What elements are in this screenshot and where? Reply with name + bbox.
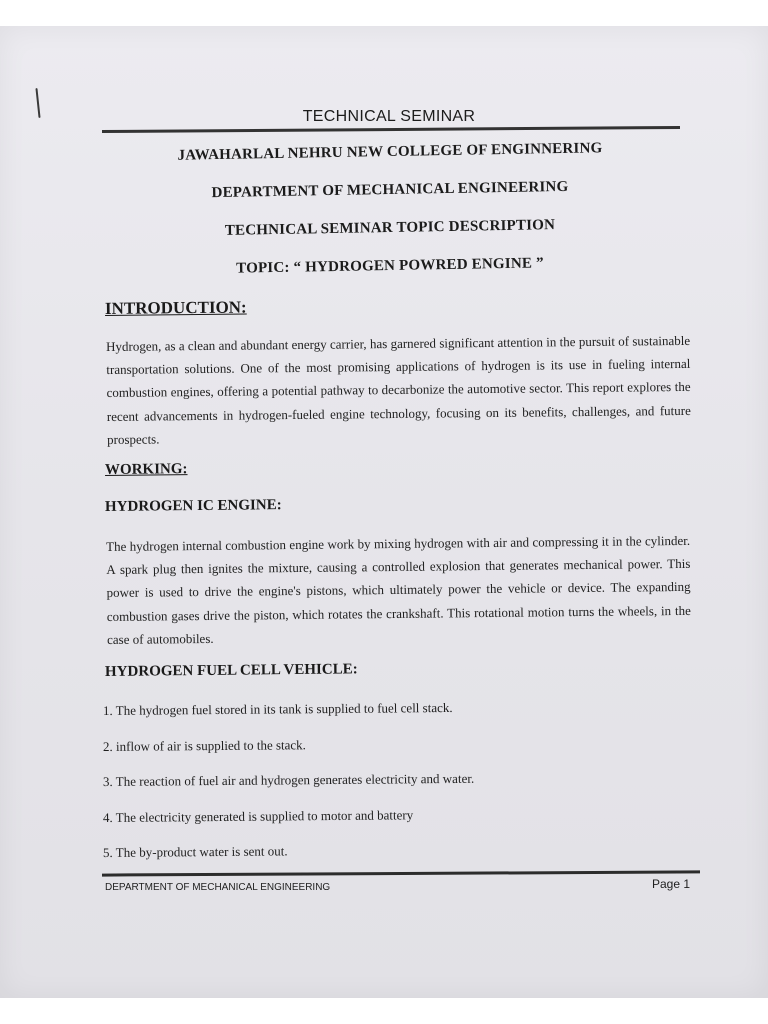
department-name: DEPARTMENT OF MECHANICAL ENGINEERING	[211, 178, 569, 202]
ic-engine-paragraph: The hydrogen internal combustion engine work by mixing hydrogen with air and compressing it in the cylinder. A spark plug then ignites the mixture, causing a controlled explosion that generates mechanical power. This power is used to drive the engine's pistons, which ultimately power the vehicle or device. The expanding combustion gases drive the piston, which rotates the crankshaft. This rotational motion turns the wheels, in the case of automobiles.	[106, 532, 691, 647]
fuel-cell-step: 5. The by-product water is sent out.	[102, 843, 288, 860]
fuel-cell-step: 1. The hydrogen fuel stored in its tank is supplied to fuel cell stack.	[102, 699, 453, 718]
page-number: Page 1	[652, 877, 691, 891]
fuel-cell-step: 3. The reaction of fuel air and hydrogen generates electricity and water.	[102, 770, 475, 789]
ic-engine-heading: HYDROGEN IC ENGINE:	[104, 497, 282, 515]
header-title: TECHNICAL SEMINAR	[302, 108, 476, 125]
fuel-cell-step: 4. The electricity generated is supplied to motor and battery	[102, 807, 414, 825]
topic-description-title: TECHNICAL SEMINAR TOPIC DESCRIPTION	[224, 217, 556, 239]
topic-title: TOPIC: “ HYDROGEN POWRED ENGINE ”	[236, 255, 544, 277]
introduction-paragraph: Hydrogen, as a clean and abundant energy carrier, has garnered significant attention in the pursuit of sustainable transportation solutions. One of the most promising applications of hydrogen is its use in fueling internal combustion engines, offering a potential pathway to decarbonize the automotive sector. This report explores the recent advancements in hydrogen-fueled engine technology, focusing on its benefits, challenges, and future prospects.	[106, 332, 691, 447]
college-name: JAWAHARLAL NEHRU NEW COLLEGE OF ENGINNERING	[177, 140, 603, 164]
fuel-cell-heading: HYDROGEN FUEL CELL VEHICLE:	[104, 661, 358, 680]
fuel-cell-step: 2. inflow of air is supplied to the stack.	[102, 737, 306, 754]
footer-department: DEPARTMENT OF MECHANICAL ENGINEERING	[105, 882, 331, 893]
introduction-heading: INTRODUCTION:	[104, 297, 247, 318]
working-heading: WORKING:	[104, 461, 188, 478]
